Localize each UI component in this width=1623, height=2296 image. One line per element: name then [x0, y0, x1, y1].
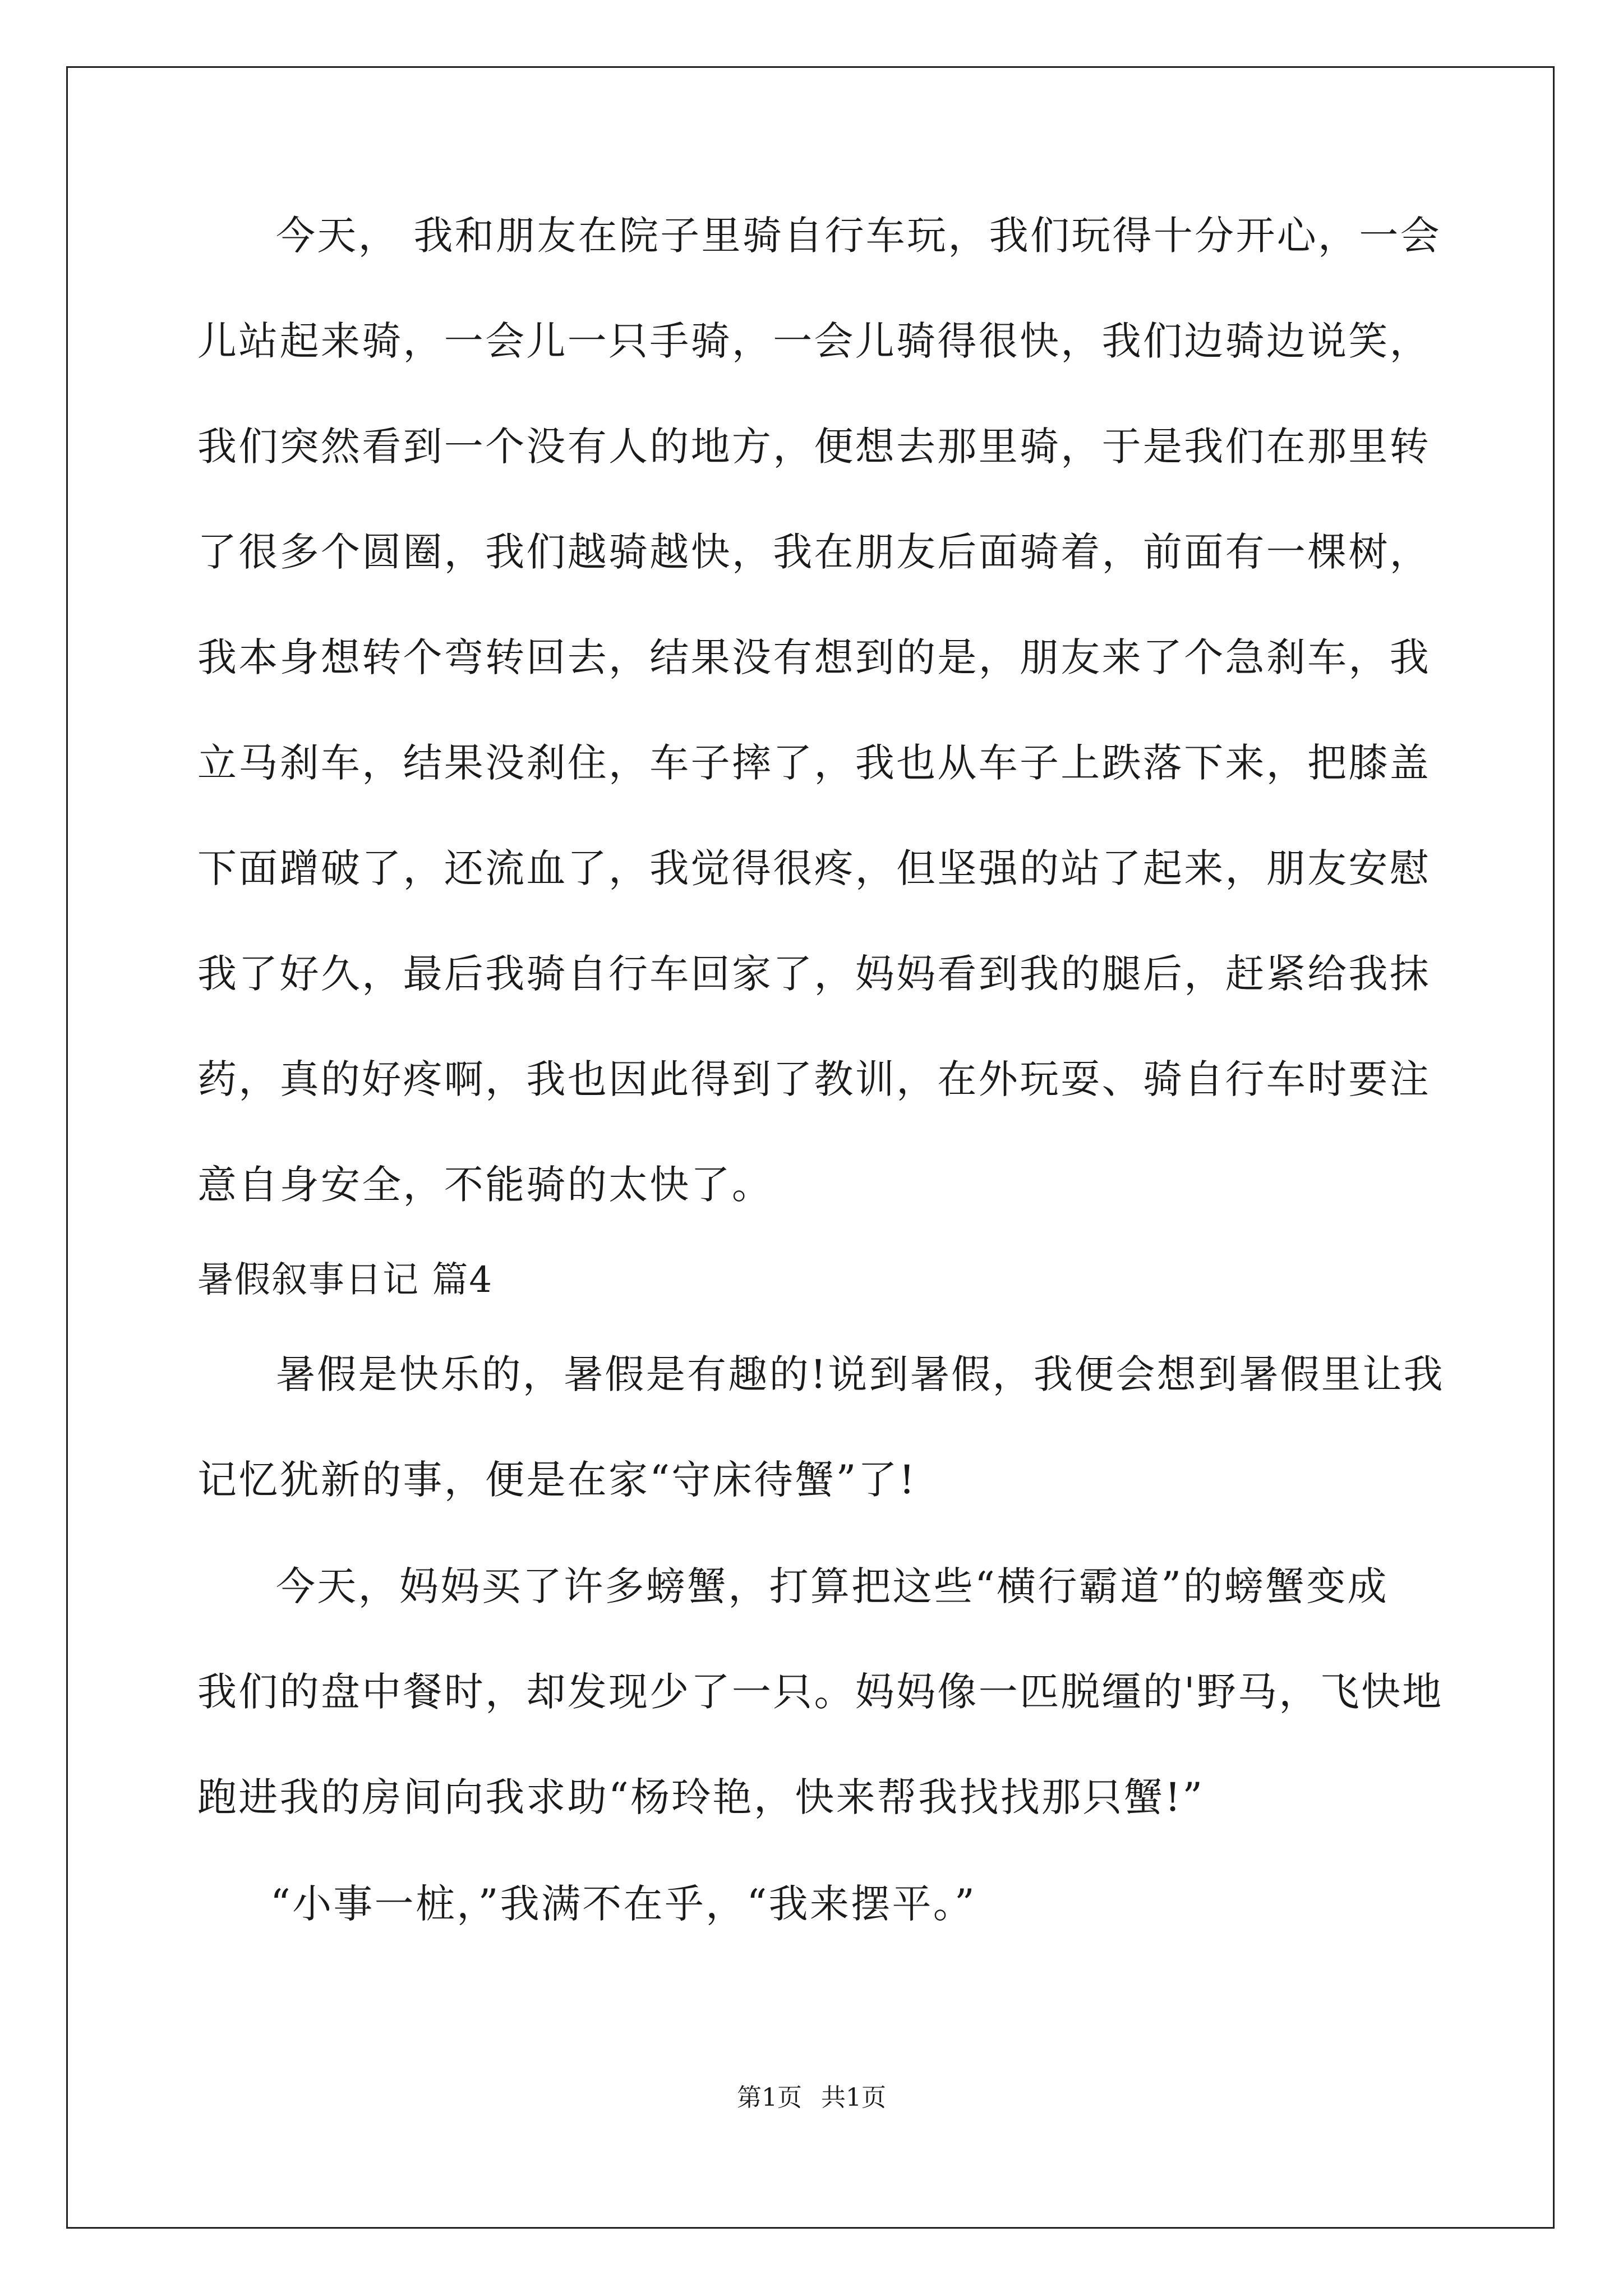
paragraph-line: “小事一桩，”我满不在乎，“我来摆平。” [270, 1881, 977, 1927]
paragraph-line: 了很多个圆圈，我们越骑越快，我在朋友后面骑着，前面有一棵树， [197, 529, 1431, 575]
paragraph-line: 立马刹车，结果没刹住，车子摔了，我也从车子上跌落下来，把膝盖 [197, 740, 1431, 786]
section-heading: 暑假叙事日记 篇4 [197, 1259, 494, 1301]
page-number: 第1页 [737, 2083, 802, 2112]
page-footer [0, 2081, 1623, 2115]
paragraph-line: 儿站起来骑，一会儿一只手骑，一会儿骑得很快，我们边骑边说笑， [197, 318, 1431, 364]
paragraph-line: 记忆犹新的事，便是在家“守床待蟹”了! [197, 1457, 917, 1503]
paragraph-line: 我们的盘中餐时，却发现少了一只。妈妈像一匹脱缰的'野马，飞快地 [197, 1669, 1444, 1715]
paragraph-line: 我了好久，最后我骑自行车回家了，妈妈看到我的腿后，赶紧给我抹 [197, 951, 1431, 997]
page-total: 共1页 [821, 2083, 886, 2112]
paragraph-line: 我们突然看到一个没有人的地方，便想去那里骑，于是我们在那里转 [197, 424, 1431, 470]
paragraph-line: 今天， 我和朋友在院子里骑自行车玩，我们玩得十分开心，一会 [276, 213, 1441, 259]
paragraph-line: 药，真的好疼啊，我也因此得到了教训，在外玩耍、骑自行车时要注 [197, 1056, 1431, 1102]
paragraph-line: 下面蹭破了，还流血了，我觉得很疼，但坚强的站了起来，朋友安慰 [197, 845, 1431, 891]
paragraph-line: 今天，妈妈买了许多螃蟹，打算把这些“横行霸道”的螃蟹变成 [276, 1563, 1389, 1609]
paragraph-line: 跑进我的房间向我求助“杨玲艳，快来帮我找找那只蟹!” [197, 1774, 1205, 1820]
paragraph-line: 我本身想转个弯转回去，结果没有想到的是，朋友来了个急刹车，我 [197, 634, 1431, 680]
paragraph-line: 意自身安全，不能骑的太快了。 [197, 1162, 773, 1208]
paragraph-line: 暑假是快乐的，暑假是有趣的!说到暑假，我便会想到暑假里让我 [276, 1351, 1445, 1397]
